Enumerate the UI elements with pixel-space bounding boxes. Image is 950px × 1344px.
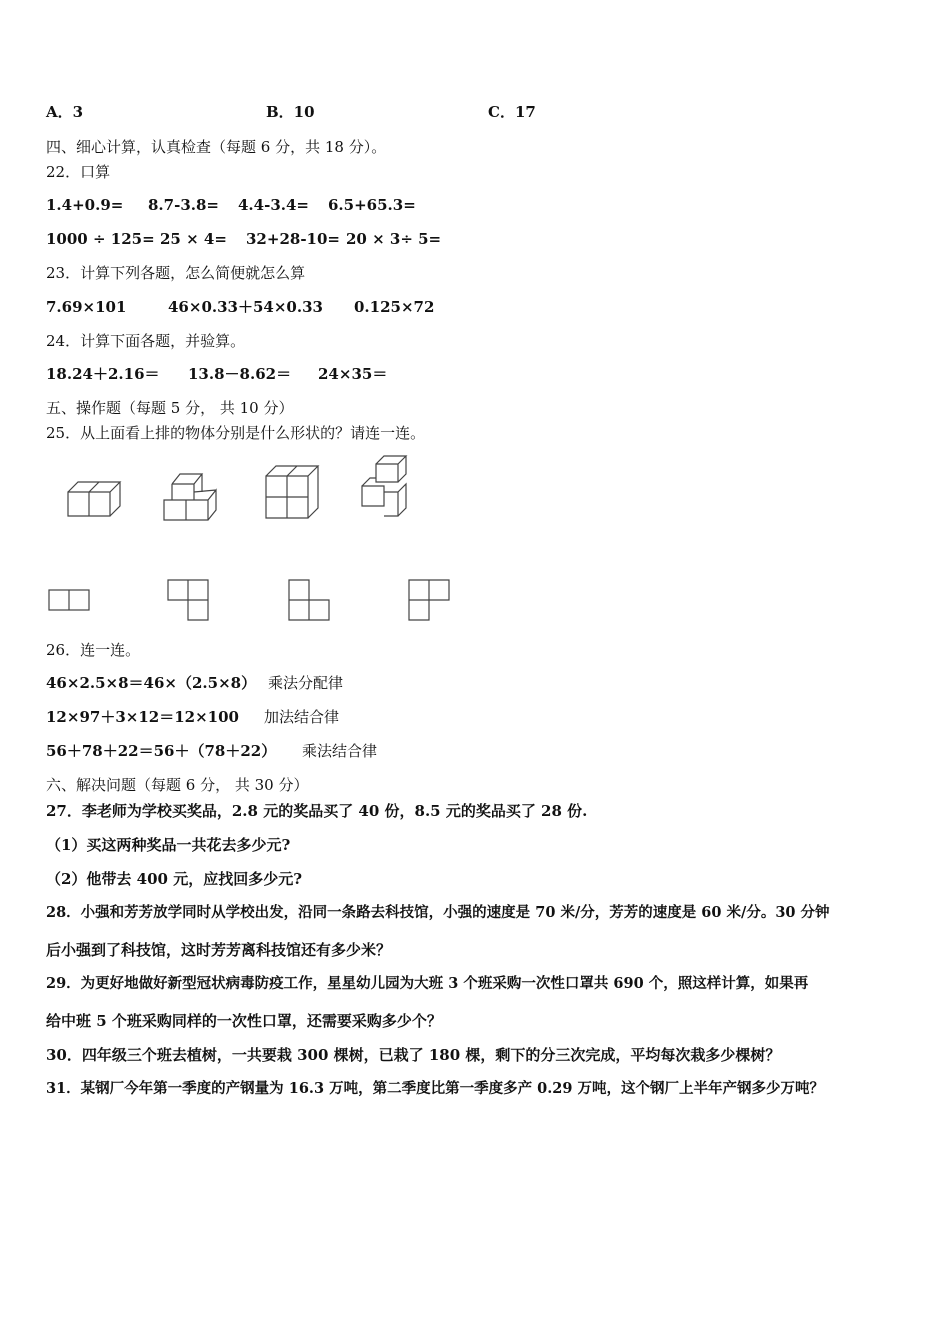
q22-item: 20 × 3÷ 5= (346, 230, 442, 248)
q29-line2: 给中班 5 个班采购同样的一次性口罩，还需要采购多少个？ (46, 1012, 442, 1030)
cube-figure-2 (160, 462, 230, 522)
section5-title: 五、操作题（每题 5 分， 共 10 分） (46, 399, 294, 417)
q22-item: 6.5+65.3= (328, 196, 416, 214)
q24-item: 24×35＝ (318, 365, 388, 383)
q26-expr: 56＋78＋22＝56＋（78＋22） (46, 742, 277, 760)
top-view-4 (407, 578, 453, 622)
q24-item: 18.24＋2.16＝ (46, 365, 160, 383)
q22-item: 25 × 4= (160, 230, 227, 248)
q28-line1: 28．小强和芳芳放学同时从学校出发，沿同一条路去科技馆，小强的速度是 70 米/分，芳芳的速度是 60 米/分。30 分钟 (46, 904, 830, 921)
q31-text: 31．某钢厂今年第一季度的产钢量为 16.3 万吨，第二季度比第一季度多产 0.29 万吨，这个钢厂上半年产钢多少万吨？ (46, 1080, 824, 1097)
q26-law: 加法结合律 (264, 708, 340, 726)
option-c: C．17 (488, 103, 536, 121)
q26-expr: 12×97＋3×12＝12×100 (46, 708, 239, 726)
section4-title: 四、细心计算，认真检查（每题 6 分，共 18 分）。 (46, 138, 387, 156)
q24-item: 13.8－8.62＝ (188, 365, 292, 383)
section6-title: 六、解决问题（每题 6 分， 共 30 分） (46, 776, 309, 794)
q30-text: 30．四年级三个班去植树，一共要栽 300 棵树，已栽了 180 棵，剩下的分三次完成，平均每次栽多少棵树？ (46, 1046, 781, 1064)
q25-title: 25．从上面看上排的物体分别是什么形状的？请连一连。 (46, 424, 426, 442)
q23-item: 0.125×72 (354, 298, 435, 316)
q22-item: 1.4+0.9= (46, 196, 124, 214)
q23-item: 7.69×101 (46, 298, 127, 316)
cube-figure-1 (66, 474, 126, 519)
q23-title: 23．计算下列各题，怎么简便就怎么算 (46, 264, 306, 282)
top-view-1 (48, 589, 92, 613)
q26-title: 26．连一连。 (46, 641, 141, 659)
q22-item: 8.7-3.8= (148, 196, 219, 214)
q27-sub1: （1）买这两种奖品一共花去多少元? (46, 836, 291, 854)
q22-item: 1000 ÷ 125= (46, 230, 155, 248)
cube-figure-3 (262, 462, 324, 522)
q26-expr: 46×2.5×8＝46×（2.5×8） (46, 674, 257, 692)
q26-law: 乘法结合律 (302, 742, 378, 760)
q24-title: 24．计算下面各题，并验算。 (46, 332, 246, 350)
top-view-2 (166, 578, 212, 622)
q27-title: 27．李老师为学校买奖品，2.8 元的奖品买了 40 份，8.5 元的奖品买了 28 份. (46, 802, 588, 820)
q29-line1: 29．为更好地做好新型冠状病毒防疫工作，星星幼儿园为大班 3 个班采购一次性口罩共 690 个，照这样计算，如果再 (46, 975, 809, 992)
top-view-3 (287, 578, 333, 622)
q26-law: 乘法分配律 (268, 674, 344, 692)
q27-sub2: （2）他带去 400 元，应找回多少元? (46, 870, 302, 888)
q28-line2: 后小强到了科技馆，这时芳芳离科技馆还有多少米？ (46, 941, 392, 959)
q22-item: 32+28-10= (246, 230, 340, 248)
q22-item: 4.4-3.4= (238, 196, 309, 214)
cube-figure-4 (356, 452, 426, 520)
q22-title: 22．口算 (46, 163, 111, 181)
option-b: B．10 (266, 103, 315, 121)
option-a: A．3 (46, 103, 84, 121)
q23-item: 46×0.33＋54×0.33 (168, 298, 323, 316)
